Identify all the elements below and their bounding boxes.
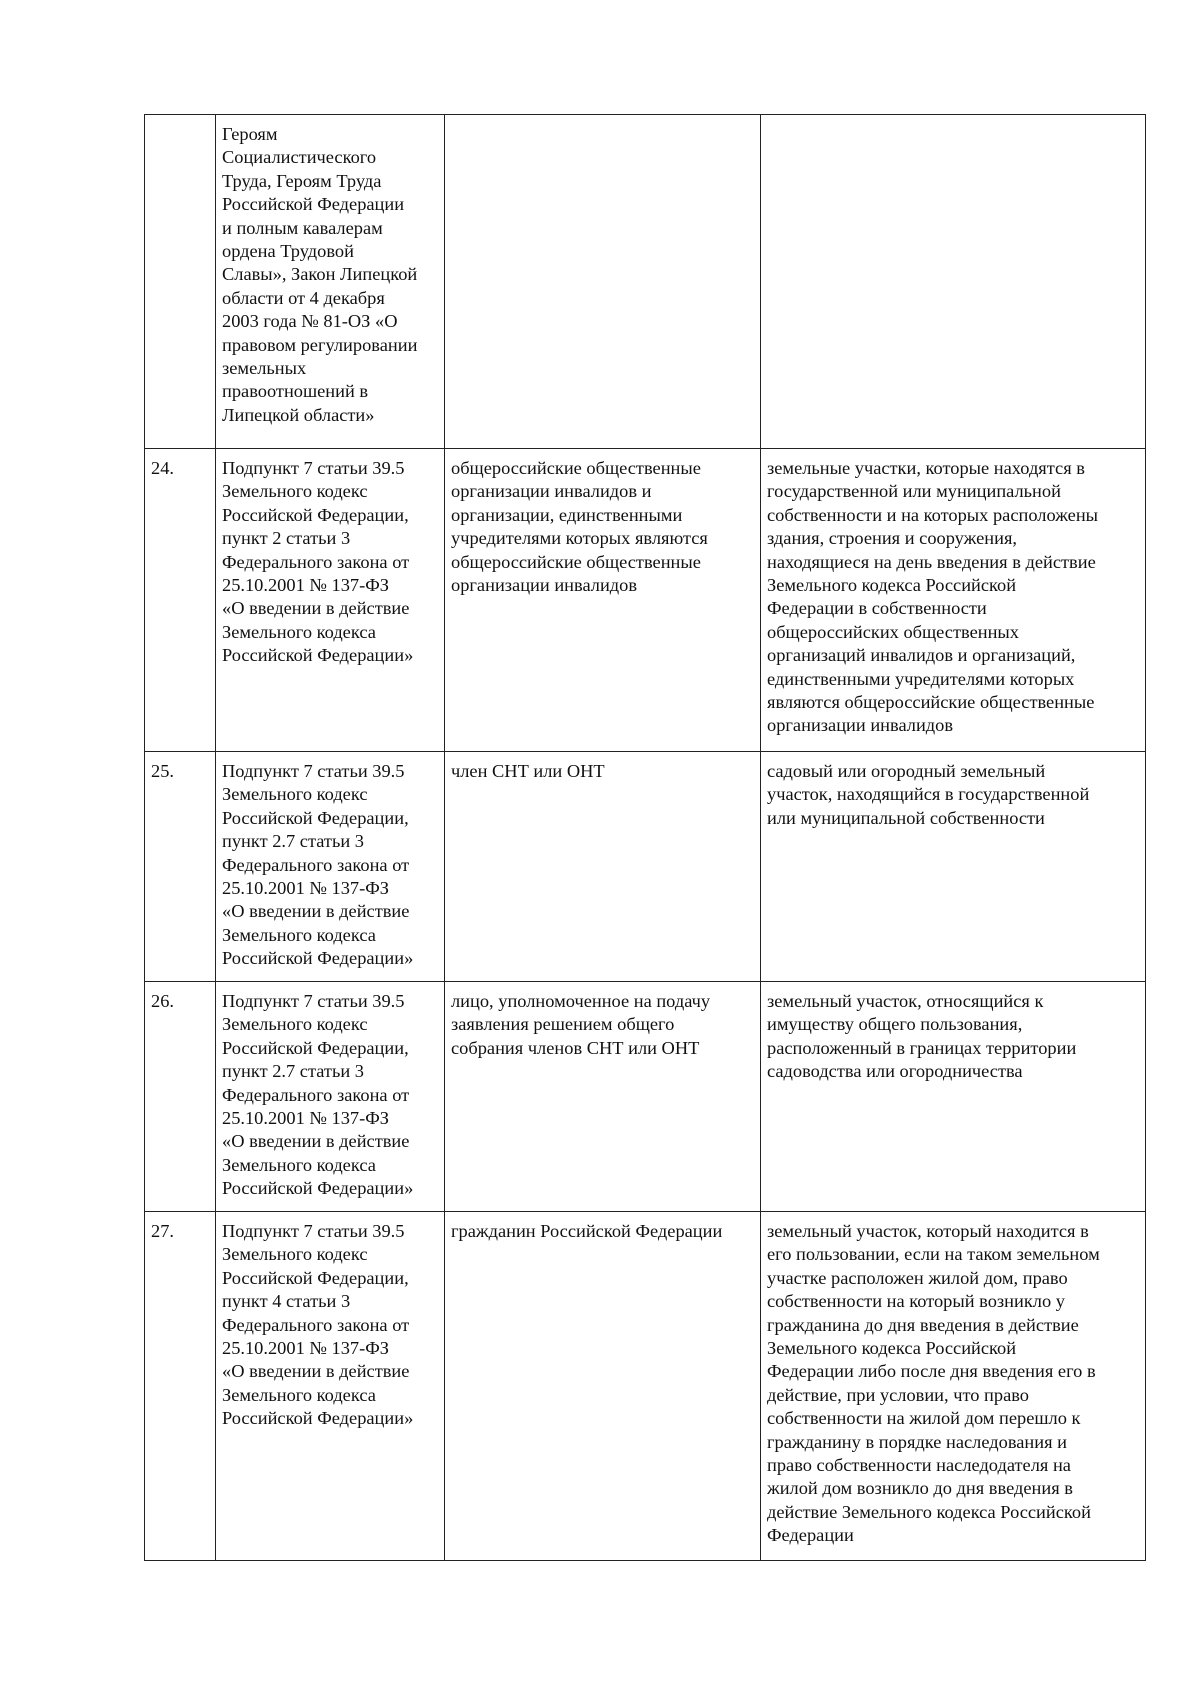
cell-text-line: Федерации в собственности bbox=[767, 598, 987, 619]
cell-text-line: 25.10.2001 № 137-ФЗ bbox=[222, 1108, 389, 1129]
cell-text-line: Федерального закона от bbox=[222, 1084, 410, 1105]
land-regulation-table bbox=[144, 114, 1146, 1561]
applicant-cell bbox=[445, 1212, 761, 1561]
cell-text-line: земельных bbox=[222, 358, 307, 379]
cell-text-line: организаций инвалидов и организаций, bbox=[767, 645, 1076, 666]
cell-text-line: общероссийских общественных bbox=[767, 621, 1019, 642]
table-row bbox=[145, 1212, 1146, 1561]
cell-text-line: «О введении в действие bbox=[222, 1361, 410, 1382]
cell-text-line: «О введении в действие bbox=[222, 901, 410, 922]
row-number-cell bbox=[145, 449, 216, 752]
row-number: 27. bbox=[151, 1221, 174, 1241]
cell-text-line: садовый или огородный земельный bbox=[767, 761, 1046, 781]
cell-text-line: 25.10.2001 № 137-ФЗ bbox=[222, 575, 389, 596]
cell-text-line: единственными учредителями которых bbox=[767, 668, 1075, 689]
cell-text-line: участок, находящийся в государственной bbox=[767, 784, 1090, 805]
cell-text-line: и полным кавалерам bbox=[222, 217, 383, 238]
land-parcel-cell bbox=[761, 1212, 1146, 1561]
cell-text-line: Земельного кодекса Российской bbox=[767, 1338, 1017, 1359]
cell-text-line: Земельного кодекса bbox=[222, 924, 376, 945]
cell-text-line: организации инвалидов bbox=[451, 575, 638, 596]
cell-text-line: Земельного кодекса Российской bbox=[767, 575, 1017, 596]
cell-text-line: здания, строения и сооружения, bbox=[767, 528, 1017, 549]
cell-text-line: Земельного кодекс bbox=[222, 1014, 368, 1035]
cell-text-line: действие, при условии, что право bbox=[767, 1384, 1030, 1405]
cell-text-line: право собственности наследодателя на bbox=[767, 1455, 1071, 1476]
cell-text-line: Земельного кодекса bbox=[222, 1384, 376, 1405]
cell-text-line: Славы», Закон Липецкой bbox=[222, 264, 418, 285]
cell-text-line: действие Земельного кодекса Российской bbox=[767, 1501, 1091, 1522]
cell-text-line: собственности и на которых расположены bbox=[767, 504, 1099, 525]
cell-text-line: Федерации bbox=[767, 1525, 854, 1546]
land-parcel-cell bbox=[761, 982, 1146, 1212]
cell-text-line: «О введении в действие bbox=[222, 598, 410, 619]
applicant-cell bbox=[445, 982, 761, 1212]
cell-text-line: собственности на жилой дом перешло к bbox=[767, 1408, 1081, 1429]
land-parcel-cell bbox=[761, 115, 1146, 449]
cell-text-line: член СНТ или ОНТ bbox=[451, 761, 605, 781]
table-row bbox=[145, 115, 1146, 449]
applicant-cell bbox=[445, 752, 761, 982]
cell-text-line: государственной или муниципальной bbox=[767, 481, 1061, 502]
cell-text-line: «О введении в действие bbox=[222, 1131, 410, 1152]
cell-text-line: правовом регулировании bbox=[222, 334, 418, 355]
cell-text-line: Земельного кодекса bbox=[222, 1154, 376, 1175]
cell-text-line: учредителями которых являются bbox=[451, 528, 708, 549]
cell-text-line: области от 4 декабря bbox=[222, 287, 385, 308]
cell-text-line: Героям bbox=[222, 124, 278, 144]
cell-text-line: его пользовании, если на таком земельном bbox=[767, 1244, 1100, 1265]
row-number-cell bbox=[145, 982, 216, 1212]
table-row bbox=[145, 449, 1146, 752]
cell-text-line: Российской Федерации, bbox=[222, 504, 409, 525]
applicant-cell bbox=[445, 449, 761, 752]
cell-text-line: лицо, уполномоченное на подачу bbox=[451, 991, 711, 1011]
cell-text-line: земельный участок, который находится в bbox=[767, 1221, 1089, 1241]
cell-text-line: Российской Федерации» bbox=[222, 948, 414, 969]
table-row bbox=[145, 982, 1146, 1212]
cell-text-line: Федерального закона от bbox=[222, 1314, 410, 1335]
cell-text-line: общероссийские общественные bbox=[451, 458, 701, 478]
cell-text-line: организации инвалидов bbox=[767, 715, 954, 736]
legal-basis-cell bbox=[216, 449, 445, 752]
cell-text-line: Земельного кодекс bbox=[222, 784, 368, 805]
cell-text-line: пункт 2.7 статьи 3 bbox=[222, 831, 364, 852]
cell-text-line: заявления решением общего bbox=[451, 1014, 675, 1035]
legal-basis-cell bbox=[216, 1212, 445, 1561]
legal-basis-cell bbox=[216, 982, 445, 1212]
cell-text-line: садоводства или огородничества bbox=[767, 1061, 1023, 1082]
cell-text-line: гражданина до дня введения в действие bbox=[767, 1314, 1079, 1335]
row-number: 25. bbox=[151, 761, 174, 781]
cell-text-line: Подпункт 7 статьи 39.5 bbox=[222, 458, 405, 478]
cell-text-line: участке расположен жилой дом, право bbox=[767, 1267, 1068, 1288]
legal-basis-cell bbox=[216, 752, 445, 982]
cell-text-line: Российской Федерации bbox=[222, 194, 405, 215]
cell-text-line: правоотношений в bbox=[222, 381, 369, 402]
table-row bbox=[145, 752, 1146, 982]
cell-text-line: Российской Федерации» bbox=[222, 1408, 414, 1429]
cell-text-line: пункт 4 статьи 3 bbox=[222, 1291, 351, 1312]
land-parcel-cell bbox=[761, 752, 1146, 982]
cell-text-line: организации инвалидов и bbox=[451, 481, 652, 502]
cell-text-line: собственности на который возникло у bbox=[767, 1291, 1065, 1312]
cell-text-line: Российской Федерации, bbox=[222, 1037, 409, 1058]
cell-text-line: организации, единственными bbox=[451, 504, 683, 525]
cell-text-line: 2003 года № 81-ОЗ «О bbox=[222, 311, 398, 332]
row-number-cell bbox=[145, 115, 216, 449]
cell-text-line: Подпункт 7 статьи 39.5 bbox=[222, 991, 405, 1011]
cell-text-line: гражданин Российской Федерации bbox=[451, 1221, 723, 1241]
cell-text-line: являются общероссийские общественные bbox=[767, 692, 1095, 713]
cell-text-line: земельные участки, которые находятся в bbox=[767, 458, 1085, 478]
cell-text-line: Социалистического bbox=[222, 147, 377, 168]
row-number: 26. bbox=[151, 991, 174, 1011]
cell-text-line: собрания членов СНТ или ОНТ bbox=[451, 1037, 700, 1058]
cell-text-line: Земельного кодекса bbox=[222, 621, 376, 642]
cell-text-line: расположенный в границах территории bbox=[767, 1037, 1077, 1058]
table-body bbox=[145, 115, 1146, 1561]
cell-text-line: Липецкой области» bbox=[222, 404, 375, 425]
cell-text-line: Федерации либо после дня введения его в bbox=[767, 1361, 1096, 1382]
cell-text-line: Федерального закона от bbox=[222, 551, 410, 572]
land-parcel-cell bbox=[761, 449, 1146, 752]
applicant-cell bbox=[445, 115, 761, 449]
row-number: 24. bbox=[151, 458, 174, 478]
cell-text-line: общероссийские общественные bbox=[451, 551, 701, 572]
cell-text-line: Российской Федерации» bbox=[222, 645, 414, 666]
cell-text-line: Российской Федерации, bbox=[222, 1267, 409, 1288]
cell-text-line: Земельного кодекс bbox=[222, 481, 368, 502]
legal-basis-cell bbox=[216, 115, 445, 449]
cell-text-line: Российской Федерации, bbox=[222, 807, 409, 828]
row-number-cell bbox=[145, 752, 216, 982]
cell-text-line: находящиеся на день введения в действие bbox=[767, 551, 1096, 572]
cell-text-line: пункт 2 статьи 3 bbox=[222, 528, 351, 549]
cell-text-line: 25.10.2001 № 137-ФЗ bbox=[222, 878, 389, 899]
cell-text-line: земельный участок, относящийся к bbox=[767, 991, 1044, 1011]
cell-text-line: имуществу общего пользования, bbox=[767, 1014, 1023, 1035]
cell-text-line: ордена Трудовой bbox=[222, 241, 354, 262]
row-number-cell bbox=[145, 1212, 216, 1561]
cell-text-line: Подпункт 7 статьи 39.5 bbox=[222, 761, 405, 781]
cell-text-line: жилой дом возникло до дня введения в bbox=[767, 1478, 1073, 1499]
cell-text-line: Российской Федерации» bbox=[222, 1178, 414, 1199]
cell-text-line: 25.10.2001 № 137-ФЗ bbox=[222, 1338, 389, 1359]
cell-text-line: Федерального закона от bbox=[222, 854, 410, 875]
cell-text-line: Труда, Героям Труда bbox=[222, 170, 382, 191]
cell-text-line: Подпункт 7 статьи 39.5 bbox=[222, 1221, 405, 1241]
cell-text-line: Земельного кодекс bbox=[222, 1244, 368, 1265]
cell-text-line: гражданину в порядке наследования и bbox=[767, 1431, 1068, 1452]
cell-text-line: пункт 2.7 статьи 3 bbox=[222, 1061, 364, 1082]
cell-text-line: или муниципальной собственности bbox=[767, 807, 1045, 828]
